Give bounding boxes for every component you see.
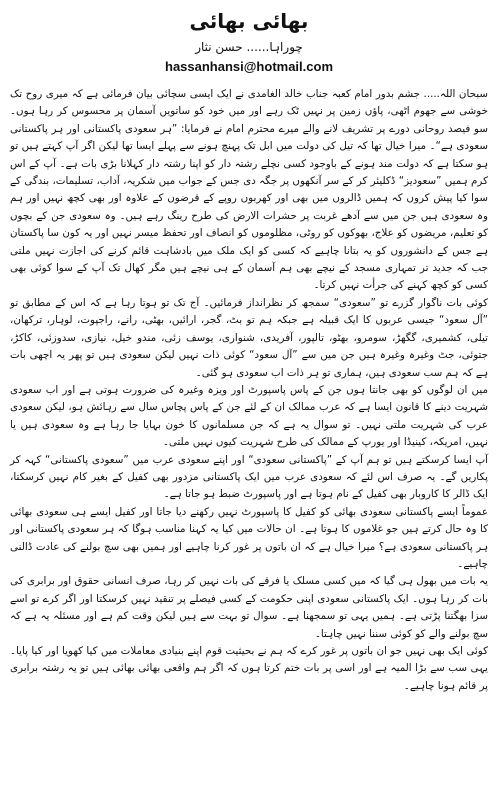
article-body: [10, 86, 488, 695]
article-title: بھائی بھائی: [189, 9, 309, 33]
column-byline: چوراہا...... حسن نثار: [195, 40, 303, 54]
article-paragraph: کوئی بات ناگوار گزرے تو ”سعودی“ سمجھ کر نظرانداز فرمائیں۔ آج تک تو ہوتا رہا ہے کہ اس کے مطابق تو ”آل سعود“ جیسی عربوں کا ایک قبیلہ ہے جبکہ ہم تو بٹ، گجر، ارائیں، بھٹی، رانے، راجپوت، لوہار، ترکھان، تیلی، کشمیری، گگھڑ، سومرو، بھٹو، تالپور، آفریدی، شنواری، یوسف زئی، مندو خیل، نیازی، سدوزئی، کاکڑ، جتوئی، جٹ وغیرہ وغیرہ ہیں جن میں سے ”آل سعود“ کوئی ذات نہیں لیکن سعودی ہیں تو پھر یہ اچھی بات ہے کہ ہم سب سعودی ہیں، ہماری تو ہر ذات اب سعودی ہو گئی۔: [10, 296, 488, 379]
article-paragraph: کوئی ایک بھی نہیں جو ان باتوں پر غور کرے کہ ہم نے بحیثیت قوم اپنے بنیادی معاملات میں کیا کھویا اور کیا پایا۔ یہی سب سے بڑا المیہ ہے اور اسی پر بات ختم کرتا ہوں کہ اگر ہم واقعی بھائی بھائی ہیں تو یہ رشتہ برابری پر قائم ہونا چاہیے۔: [10, 645, 488, 692]
article-paragraph: سبحان اللہ..... جشم بدور امام کعبہ جناب خالد الغامدی نے ایک ایسی سچائی بیان فرمائی ہے کہ میری روح تک خوشی سے جھوم اٹھی، پاؤں زمین پر نہیں ٹک رہے اور میں خود کو ساتویں آسمان پر محسوس کر رہا ہوں۔ سو فیصد روحانی دورے پر تشریف لانے والے میرے محترم امام نے فرمایا: ”ہر سعودی پاکستانی اور ہر پاکستانی سعودی ہے“۔ میرا خیال تھا کہ تیل کی دولت میں ابل تک پہنچ ہونے سے پہلے ایسا تھا لیکن اگر آپ کہتے ہیں تو ہو سکتا ہے کہ دولت مند ہونے کے باوجود کسی نچلے رشتہ دار کو اپنا رشتہ دار کہلانا بڑی بات ہے۔ آپ کے اس کرم ہمیں ”سعودیز“ ڈکلیئر کر کے سر آنکھوں پر جگہ دی جس کے جواب میں شکریہ، آداب، تسلیمات، بندگی کے سوا کیا پیش کروں کہ ہمیں ڈالروں میں بھی اور کھربوں روپے کے قرضوں کے علاوہ اور بھی کچھ نہیں اور ہم وہ سعودی ہیں جن میں سے آدھے غربت پر حشرات الارض کی طرح رینگ رہے ہیں۔ وہ سعودی جن کے بچوں کو تعلیم، مریضوں کو علاج، بھوکوں کو روٹی، مظلوموں کو انصاف اور تحفظ میسر نہیں اور یہ کون سا پاکستان ہے جس کے دانشوروں کو یہ بتانا چاہیے کہ کسی کو ایک ملک میں بادشاہت قائم کرنے کی اجازت نہیں ملتی جب کہ جدید تر تمہاری مسجد کے نیچے بھی ہم آسمان کے ہی نیچے ہیں مگر کھال تک آپ کے سوا کوئی بھی کسی کو کچھ کہنے کی جرأت نہیں کرتا۔: [10, 88, 488, 292]
author-email[interactable]: hassanhansi@hotmail.com: [165, 59, 333, 74]
article-paragraph: میں ان لوگوں کو بھی جانتا ہوں جن کے پاس پاسپورٹ اور ویزہ وغیرہ کی ضرورت ہوتی ہے اور اب سعودی شہریت دینے کا قانون ایسا ہے کہ عرب ممالک ان کے لئے جن کے پاس پچاس سال سے رہائش ہو، لیکن سعودی عرب کی شہریت ملتی نہیں۔ تو سوال یہ ہے کہ جن مسلمانوں کا خون بہایا جا رہا ہے وہ سعودی ہیں یا نہیں، امریکہ، کینیڈا اور یورپ کے ممالک کی طرح شہریت کیوں نہیں ملتی۔: [10, 383, 488, 449]
article-paragraph: یہ بات میں بھول ہی گیا کہ میں کسی مسلک یا فرقے کی بات نہیں کر رہا، صرف انسانی حقوق اور برابری کی بات کر رہا ہوں۔ ایک پاکستانی سعودی اپنی حکومت کے کسی فیصلے پر تنقید نہیں کرسکتا اور اگر کرے تو اسے سزا بھگتنا پڑتی ہے۔ ہمیں یہی تو سمجھنا ہے۔ سوال تو بہت سے ہیں لیکن وقت کم ہے اور مسئلہ یہ ہے کہ سچ بولنے والے کو کوئی سننا نہیں چاہتا۔: [10, 575, 488, 640]
article-paragraph: آپ ایسا کرسکتے ہیں تو ہم آپ کے ”پاکستانی سعودی“ اور اپنے سعودی عرب میں ”سعودی پاکستانی“ کہہ کر پکاریں گے۔ یہ صرف اس لئے کہ سعودی عرب میں ایک پاکستانی مزدور بھی کفیل کے بغیر کام نہیں کرسکتا، ایک ڈالر کا کاروبار بھی کفیل کے نام ہوتا ہے اور پاسپورٹ ضبط ہو جاتا ہے۔: [10, 453, 488, 501]
article-header: [0, 0, 498, 76]
article-paragraph: عموماً ایسے پاکستانی سعودی بھائی کو کفیل کا پاسپورٹ نہیں رکھنے دیا جاتا اور کفیل ایسے ہی سعودی بھائی کا وہ حال کرتے ہیں جو غلاموں کا ہوتا ہے۔ ان حالات میں کیا یہ کہنا مناسب ہوگا کہ ہر سعودی پاکستانی اور ہر پاکستانی سعودی ہے؟ میرا خیال ہے کہ ان باتوں پر غور کرنا چاہیے اور ہمیں بھی سچ بولنے کی عادت ڈالنی چاہیے۔: [10, 505, 488, 570]
